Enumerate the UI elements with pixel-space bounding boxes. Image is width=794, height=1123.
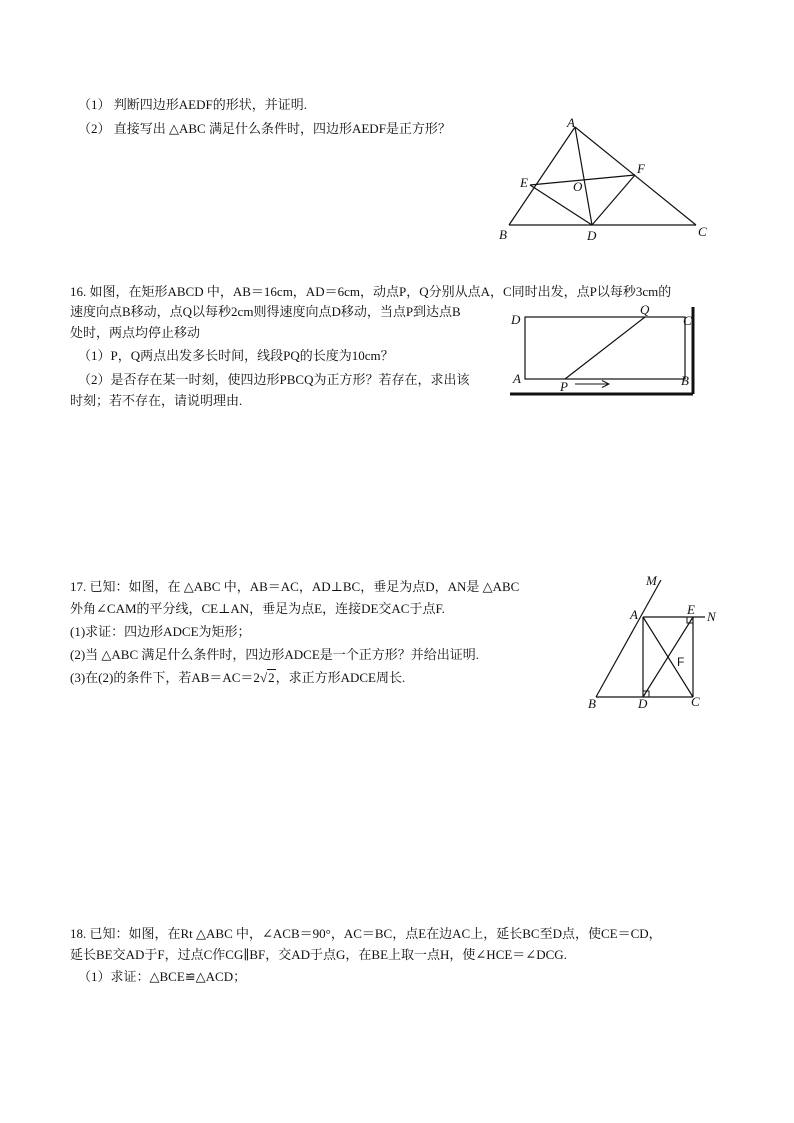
q15-part2: （2） 直接写出 △ABC 满足什么条件时，四边形AEDF是正方形？ bbox=[78, 121, 451, 136]
q17-label-n: N bbox=[707, 609, 716, 624]
q17-label-d: D bbox=[638, 696, 648, 710]
q17-figure bbox=[583, 575, 723, 710]
q15-label-e: E bbox=[520, 175, 528, 190]
q17-part1: (1)求证：四边形ADCE为矩形； bbox=[70, 624, 251, 639]
q16-figure bbox=[505, 303, 700, 398]
q16-label-d: D bbox=[511, 312, 521, 327]
q17-part3-pre: (3)在(2)的条件下，若AB＝AC＝2 bbox=[70, 670, 260, 685]
q15-label-b: B bbox=[499, 227, 507, 242]
q17-label-b: B bbox=[588, 696, 596, 710]
q17-line2: 外角∠CAM的平分线，CE⊥AN，垂足为点E，连接DE交AC于点F. bbox=[70, 601, 445, 616]
q15-label-d: D bbox=[587, 228, 597, 243]
q17-part3 bbox=[70, 669, 405, 687]
q17-line1: 17. 已知：如图，在 △ABC 中，AB＝AC，AD⊥BC，垂足为点D，AN是 △ABC bbox=[70, 579, 520, 594]
q18-line1: 18. 已知：如图，在Rt △ABC 中，∠ACB＝90°，AC＝BC，点E在边AC上，延长BC至D点，使CE＝CD， bbox=[70, 926, 662, 941]
q18-line2: 延长BE交AD于F，过点C作CG∥BF，交AD于点G，在BE上取一点H，使∠HCE＝∠DCG. bbox=[70, 947, 567, 962]
q17-sqrt: √2 bbox=[259, 670, 275, 685]
q15-label-o: O bbox=[573, 179, 583, 194]
q17-label-m: M bbox=[646, 575, 657, 588]
q16-label-b: B bbox=[681, 373, 689, 388]
q16-part1: （1）P，Q两点出发多长时间，线段PQ的长度为10cm？ bbox=[78, 348, 394, 363]
q17-label-e: E bbox=[687, 602, 695, 617]
q17-sqrt-radicand: 2 bbox=[268, 670, 275, 685]
q18-part1: （1）求证：△BCE≌△ACD； bbox=[78, 969, 247, 984]
q16-line2: 速度向点B移动，点Q以每秒2cm则得速度向点D移动，当点P到达点B bbox=[70, 304, 461, 319]
q15-label-c: C bbox=[698, 224, 707, 239]
q16-part2a: （2）是否存在某一时刻，使四边形PBCQ为正方形？若存在，求出该 bbox=[78, 372, 470, 387]
q15-figure bbox=[495, 115, 720, 245]
q16-part2b: 时刻；若不存在，请说明理由. bbox=[70, 393, 243, 408]
q17-label-f: F bbox=[677, 655, 685, 669]
q16-line3: 处时，两点均停止移动 bbox=[70, 325, 201, 340]
q16-label-p: P bbox=[560, 379, 568, 394]
q15-label-f: F bbox=[637, 161, 645, 176]
q16-label-q: Q bbox=[640, 303, 650, 317]
q17-part2: (2)当 △ABC 满足什么条件时，四边形ADCE是一个正方形？并给出证明. bbox=[70, 647, 480, 662]
q15-part1: （1） 判断四边形AEDF的形状，并证明. bbox=[78, 97, 307, 112]
q16-label-c: C bbox=[683, 313, 692, 328]
q17-label-a: A bbox=[630, 607, 638, 622]
q15-label-a: A bbox=[567, 115, 575, 130]
q17-part3-post: ，求正方形ADCE周长. bbox=[275, 670, 406, 685]
q16-line1: 16. 如图，在矩形ABCD 中，AB＝16cm，AD＝6cm，动点P，Q分别从点A，C同时出发，点P以每秒3cm的 bbox=[70, 284, 672, 299]
q17-label-c: C bbox=[691, 694, 700, 709]
q16-label-a: A bbox=[513, 371, 521, 386]
